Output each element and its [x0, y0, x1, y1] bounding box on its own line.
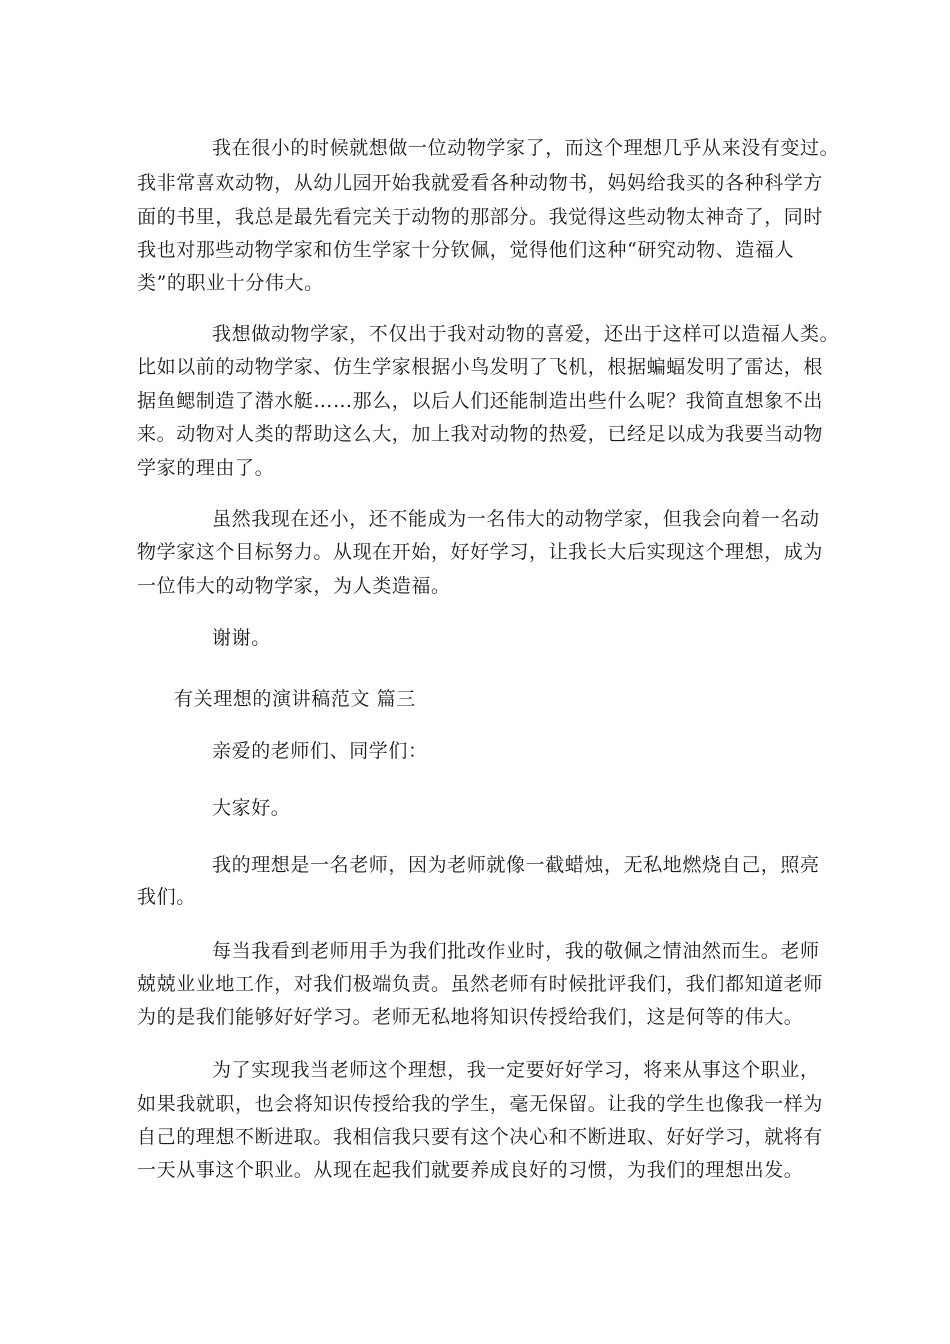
- greeting-text: 大家好。: [212, 797, 291, 819]
- paragraph-line: 来。动物对人类的帮助这么大，加上我对动物的热爱，已经足以成为我要当动物: [137, 423, 824, 445]
- paragraph-line: 类”的职业十分伟大。: [137, 272, 324, 294]
- paragraph-line: 为了实现我当老师这个理想，我一定要好好学习，将来从事这个职业，: [212, 1059, 820, 1081]
- paragraph-line: 据鱼鳃制造了潜水艇……那么，以后人们还能制造出些什么呢？我简直想象不出: [137, 390, 824, 412]
- paragraph-line: 我们。: [137, 886, 196, 908]
- paragraph-line: 我非常喜欢动物，从幼儿园开始我就爱看各种动物书，妈妈给我买的各种科学方: [137, 172, 824, 194]
- paragraph-line: 我的理想是一名老师，因为老师就像一截蜡烛，无私地燃烧自己，照亮: [212, 854, 820, 876]
- paragraph-line: 面的书里，我总是最先看完关于动物的那部分。我觉得这些动物太神奇了，同时: [137, 206, 824, 228]
- paragraph-line: 比如以前的动物学家、仿生学家根据小鸟发明了飞机，根据蝙蝠发明了雷达，根: [137, 356, 824, 378]
- paragraph-line: 自己的理想不断进取。我相信我只要有这个决心和不断进取、好好学习，就将有: [137, 1126, 824, 1148]
- paragraph-line: 兢兢业业地工作，对我们极端负责。虽然老师有时候批评我们，我们都知道老师: [137, 973, 824, 995]
- paragraph-line: 一位伟大的动物学家，为人类造福。: [137, 575, 451, 597]
- paragraph-line: 每当我看到老师用手为我们批改作业时，我的敬佩之情油然而生。老师: [212, 940, 820, 962]
- paragraph-line: 如果我就职，也会将知识传授给我的学生，毫无保留。让我的学生也像我一样为: [137, 1093, 824, 1115]
- paragraph-line: 虽然我现在还小，还不能成为一名伟大的动物学家，但我会向着一名动: [212, 508, 820, 530]
- paragraph-line: 学家的理由了。: [137, 457, 275, 479]
- paragraph-line: 一天从事这个职业。从现在起我们就要养成良好的习惯，为我们的理想出发。: [137, 1159, 804, 1181]
- paragraph-line: 为的是我们能够好好学习。老师无私地将知识传授给我们，这是何等的伟大。: [137, 1006, 804, 1028]
- paragraph-line: 我在很小的时候就想做一位动物学家了，而这个理想几乎从来没有变过。: [212, 137, 840, 159]
- greeting-text: 亲爱的老师们、同学们：: [212, 740, 428, 762]
- paragraph-line: 我也对那些动物学家和仿生学家十分钦佩，觉得他们这种“研究动物、造福人: [137, 239, 795, 261]
- section-heading: 有关理想的演讲稿范文 篇三: [174, 688, 416, 710]
- paragraph-line: 我想做动物学家，不仅出于我对动物的喜爱，还出于这样可以造福人类。: [212, 323, 840, 345]
- paragraph-line: 物学家这个目标努力。从现在开始，好好学习，让我长大后实现这个理想，成为: [137, 541, 824, 563]
- closing-text: 谢谢。: [212, 627, 271, 649]
